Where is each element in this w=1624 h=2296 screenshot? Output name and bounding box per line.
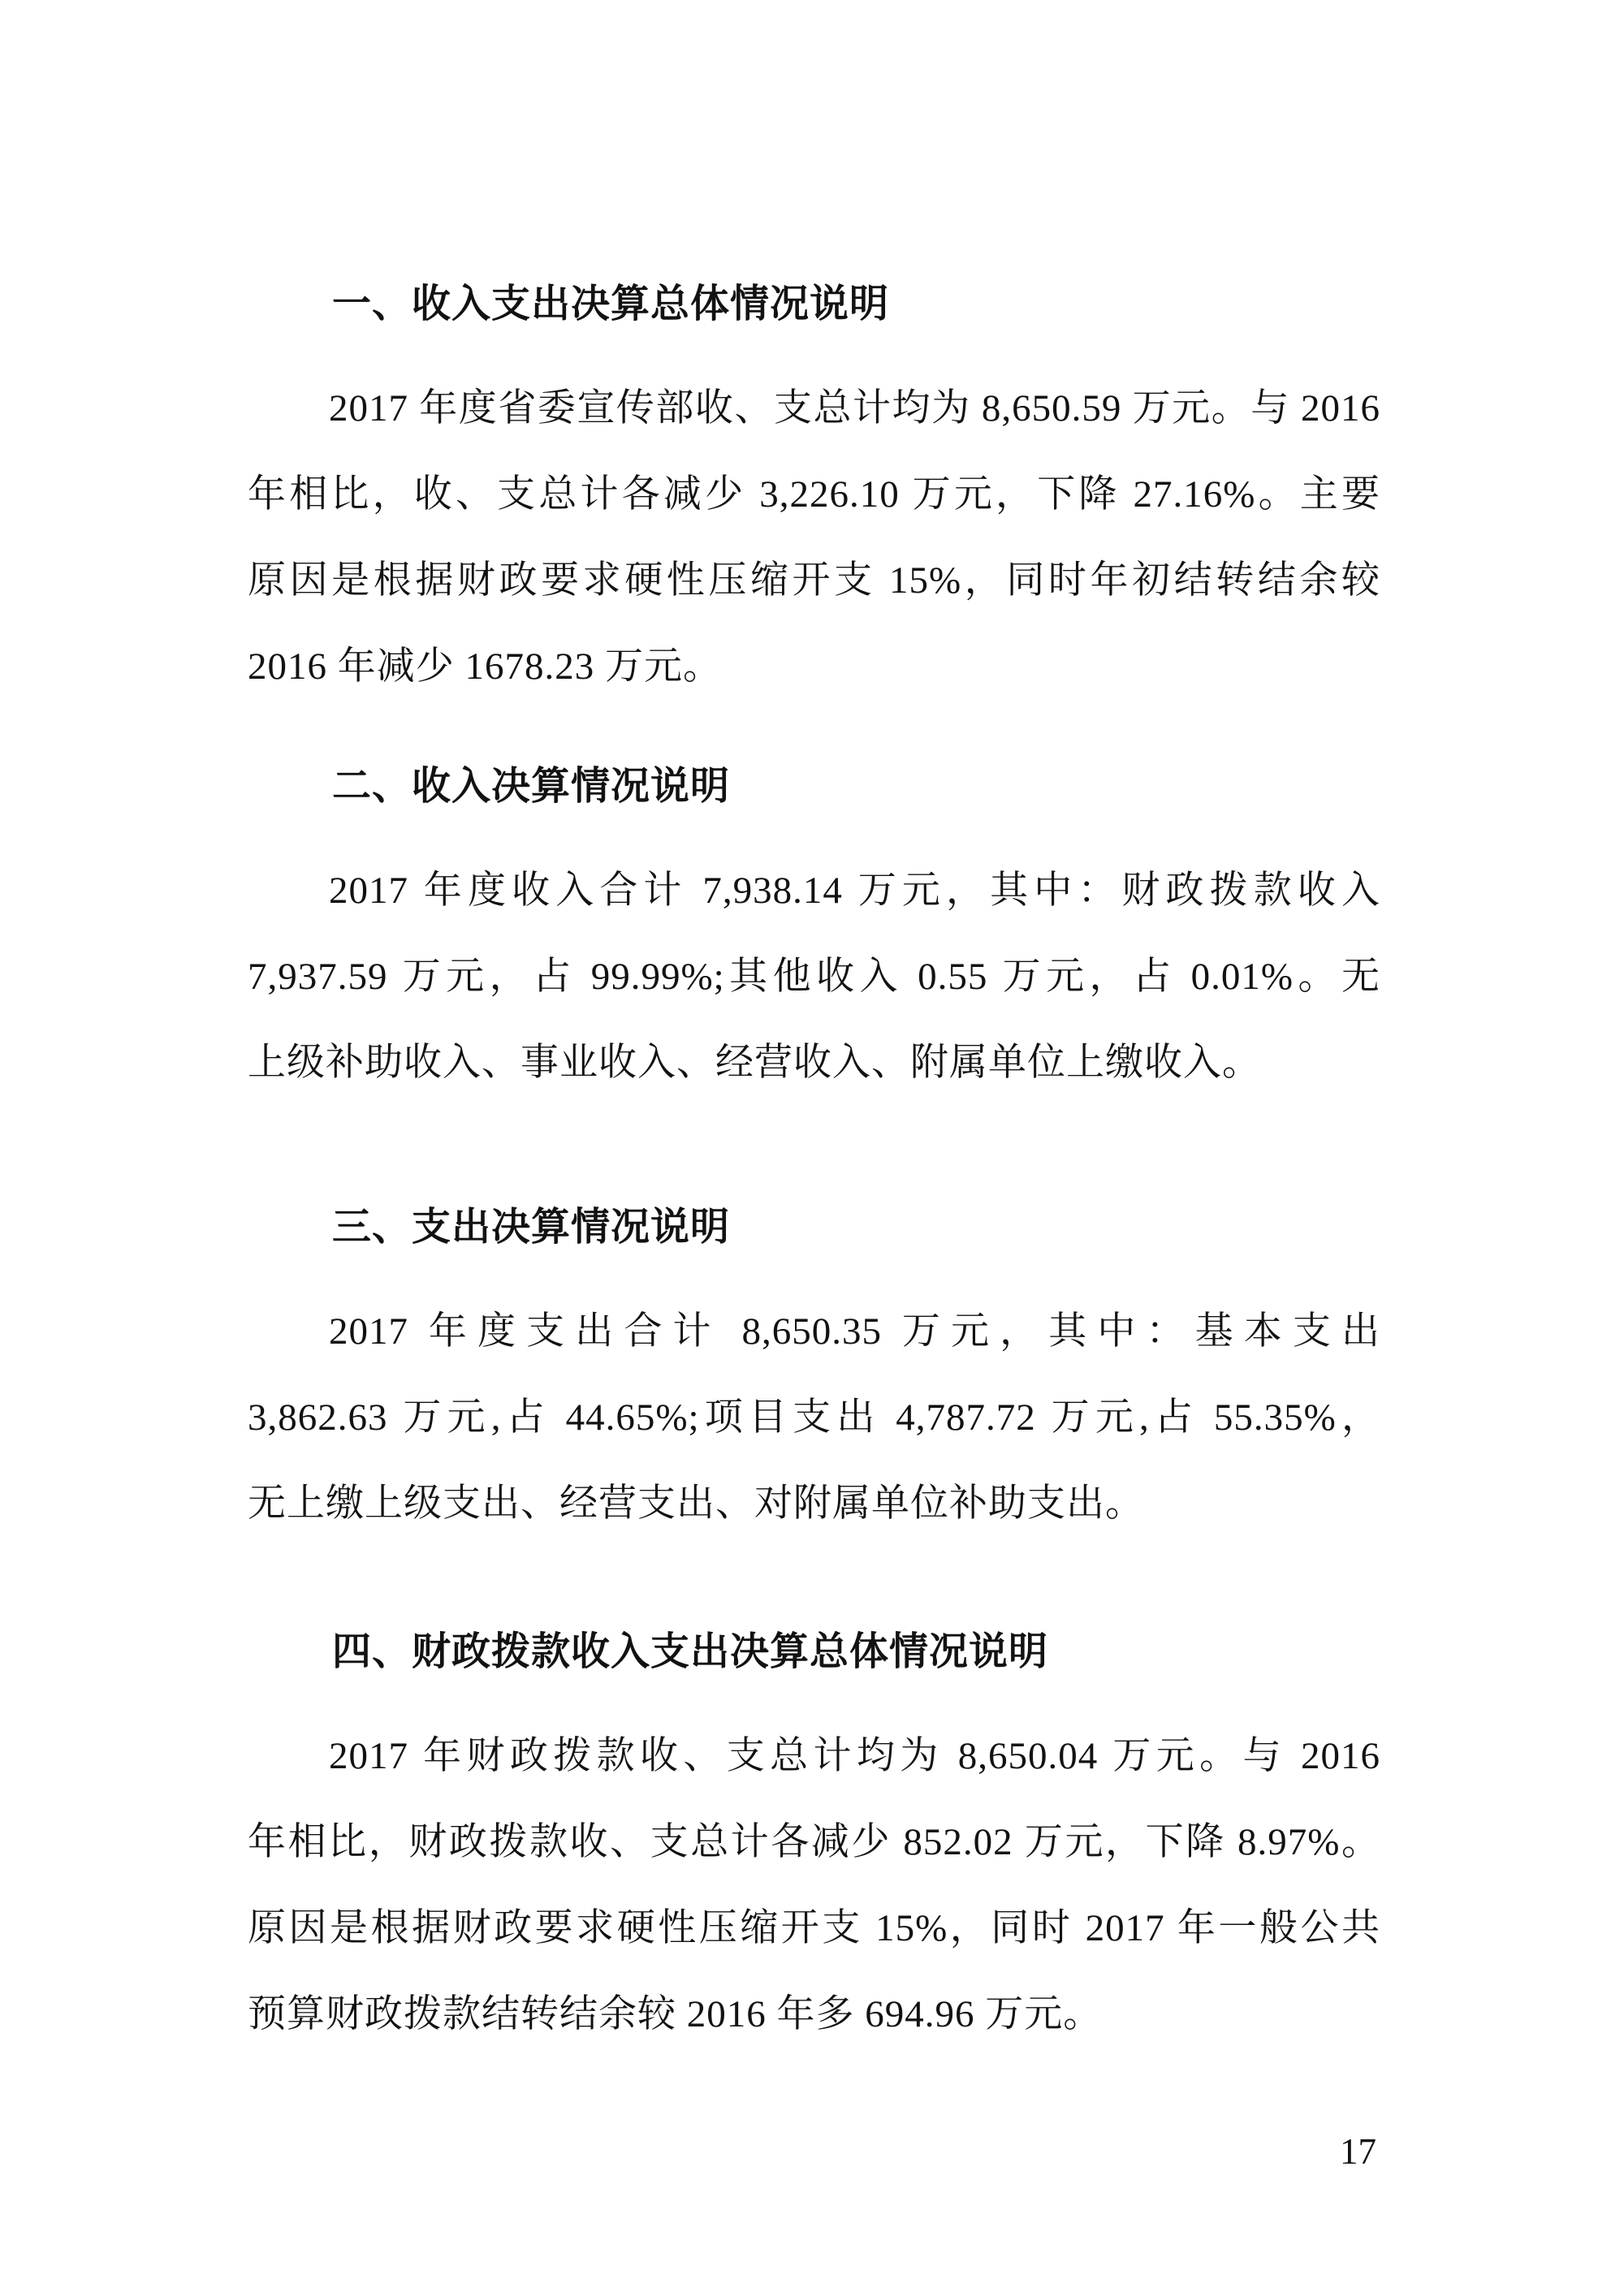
text-line: 无上缴上级支出、经营支出、对附属单位补助支出。 [248,1482,1144,1525]
text-line: 2016 年减少 1678.23 万元。 [248,645,722,688]
text-line: 年相比，收、支总计各减少 3,226.10 万元，下降 27.16%。主要 [248,473,1380,516]
section-3-paragraph [248,1288,1380,1547]
text-line: 7,937.59 万元，占 99.99%;其他收入 0.55 万元，占 0.01%。无 [248,956,1380,998]
text-line: 2017 年财政拨款收、支总计均为 8,650.04 万元。与 2016 [329,1735,1380,1777]
section-1-heading: 一、收入支出决算总体情况说明 [332,283,890,326]
text-line: 3,862.63 万元,占 44.65%;项目支出 4,787.72 万元,占 55.35%， [248,1396,1380,1439]
section-4-heading: 四、财政拨款收入支出决算总体情况说明 [332,1630,1049,1673]
text-line: 原因是根据财政要求硬性压缩开支 15%，同时 2017 年一般公共 [248,1907,1380,1949]
text-line: 预算财政拨款结转结余较 2016 年多 694.96 万元。 [248,1993,1103,2035]
section-4-paragraph [248,1713,1380,2057]
text-line: 2017 年度支出合计 8,650.35 万元，其中：基本支出 [329,1310,1380,1353]
text-line: 2017 年度收入合计 7,938.14 万元，其中：财政拨款收入 [329,870,1380,912]
text-line: 2017 年度省委宣传部收、支总计均为 8,650.59 万元。与 2016 [329,387,1380,429]
section-1-paragraph [248,365,1380,710]
text-line: 上级补助收入、事业收入、经营收入、附属单位上缴收入。 [248,1042,1261,1084]
page-number: 17 [1340,2131,1376,2172]
text-line: 年相比，财政拨款收、支总计各减少 852.02 万元，下降 8.97%。 [248,1821,1380,1863]
section-2-heading: 二、收入决算情况说明 [332,765,731,808]
section-2-paragraph [248,848,1380,1106]
section-3-heading: 三、支出决算情况说明 [332,1206,731,1249]
text-line: 原因是根据财政要求硬性压缩开支 15%，同时年初结转结余较 [248,559,1380,602]
